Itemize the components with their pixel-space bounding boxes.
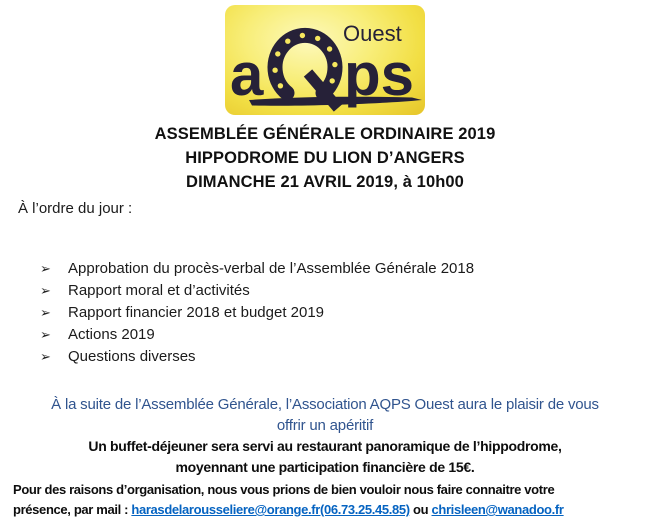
- agenda-item: [0, 302, 650, 324]
- arrow-bullet-icon: ➢: [40, 327, 51, 342]
- arrow-bullet-icon: ➢: [40, 283, 51, 298]
- aqps-logo: [225, 5, 425, 115]
- horseshoe-logo-graphic: [225, 5, 425, 115]
- agenda-item-label: Actions 2019: [68, 326, 155, 343]
- agenda-item: [0, 280, 650, 302]
- title-line-2: HIPPODROME DU LION D’ANGERS: [185, 149, 465, 167]
- svg-text:ps: ps: [344, 41, 415, 108]
- svg-text:a: a: [230, 41, 264, 108]
- arrow-bullet-icon: ➢: [40, 305, 51, 320]
- title-line-3: DIMANCHE 21 AVRIL 2019, à 10h00: [186, 173, 464, 191]
- aperitif-paragraph: [0, 394, 650, 436]
- buffet-paragraph: [0, 436, 650, 478]
- title-line-1: ASSEMBLÉE GÉNÉRALE ORDINAIRE 2019: [154, 125, 496, 143]
- agenda-item-label: Approbation du procès-verbal de l’Assemblée Générale 2018: [68, 260, 475, 277]
- rsvp-note: [0, 480, 650, 520]
- logo-region-text: Ouest: [343, 21, 402, 46]
- rsvp-separator: ou: [409, 502, 432, 517]
- agenda-list: [0, 258, 650, 368]
- agenda-heading: À l’ordre du jour :: [18, 200, 133, 217]
- aperitif-line-2: offrir un apéritif: [276, 417, 374, 434]
- agenda-item-label: Rapport moral et d’activités: [68, 282, 250, 299]
- agenda-item: [0, 258, 650, 280]
- rsvp-line-2-prefix: présence, par mail :: [13, 502, 132, 517]
- agenda-item-label: Rapport financier 2018 et budget 2019: [68, 304, 325, 321]
- document-title: [0, 122, 650, 194]
- buffet-line-2: moyennant une participation financière de 15€.: [175, 459, 475, 475]
- horseshoe-icon: [272, 33, 338, 108]
- rsvp-line-1: Pour des raisons d’organisation, nous vous prions de bien vouloir nous faire connaitre votre: [13, 482, 555, 497]
- arrow-bullet-icon: ➢: [40, 349, 51, 364]
- email-link-wanadoo[interactable]: chrisleen@wanadoo.fr: [431, 502, 564, 517]
- arrow-bullet-icon: ➢: [40, 261, 51, 276]
- rsvp-line-2: [13, 500, 650, 520]
- buffet-line-1: Un buffet-déjeuner sera servi au restaurant panoramique de l’hippodrome,: [88, 438, 562, 454]
- aperitif-line-1: À la suite de l’Assemblée Générale, l’Association AQPS Ouest aura le plaisir de vous: [51, 396, 599, 413]
- agenda-item-label: Questions diverses: [68, 348, 196, 365]
- agenda-item: [0, 324, 650, 346]
- agenda-item: [0, 346, 650, 368]
- email-link-orange[interactable]: harasdelarousseliere@orange.fr(06.73.25.45.85): [131, 502, 410, 517]
